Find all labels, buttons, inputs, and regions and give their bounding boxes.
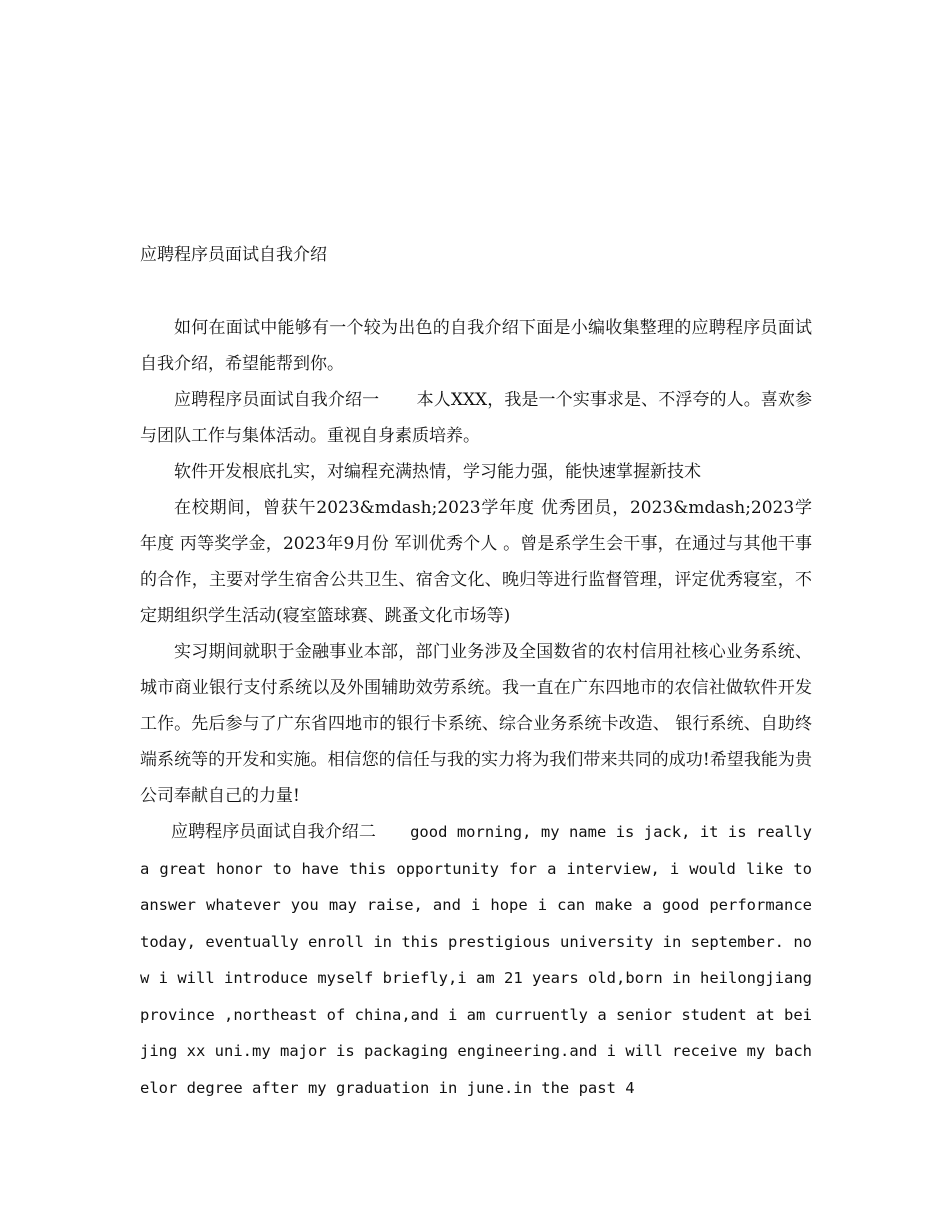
document-body <box>140 310 812 1106</box>
skills-paragraph: 软件开发根底扎实，对编程充满热情，学习能力强，能快速掌握新技术 <box>174 462 701 482</box>
section-two-paragraph <box>140 814 812 1106</box>
self-description-text: 本人XXX，我是一个实事求是、不浮夸的人。喜欢参与团队工作与集体活动。重视自身素质培养。 <box>140 390 813 446</box>
internship-paragraph: 实习期间就职于金融事业本部，部门业务涉及全国数省的农村信用社核心业务系统、城市商业银行支付系统以及外围辅助效劳系统。我一直在广东四地市的农信社做软件开发工作。先后参与了广东省四地市的银行卡系统、综合业务系统卡改造、 银行系统、自助终端系统等的开发和实施。相信您的信任与我的实力将为我们带来共同的成功!希望我能为贵公司奉献自己的力量! <box>140 642 812 806</box>
document-title: 应聘程序员面试自我介绍 <box>140 245 327 265</box>
section-one-opening-paragraph <box>140 382 812 454</box>
section-two-heading: 应聘程序员面试自我介绍二 <box>171 822 376 842</box>
intro-paragraph: 如何在面试中能够有一个较为出色的自我介绍下面是小编收集整理的应聘程序员面试自我介绍，希望能帮到你。 <box>140 318 812 374</box>
section-one-heading: 应聘程序员面试自我介绍一 <box>174 390 380 410</box>
school-awards-paragraph: 在校期间，曾获午2023&mdash;2023学年度 优秀团员，2023&mdash;2023学年度 丙等奖学金，2023年9月份 军训优秀个人 。曾是系学生会干事，在通过与其他干事的合作，主要对学生宿舍公共卫生、宿舍文化、晚归等进行监督管理，评定优秀寝室，不定期组织学生活动(寝室篮球赛、跳蚤文化市场等) <box>140 498 812 626</box>
english-introduction-text: good morning, my name is jack, it is really a great honor to have this opportunity for a interview, i would like to answer whatever you may raise, and i hope i can make a good performance today, eventually enroll in this prestigious university in september. now i will introduce myself briefly,i am 21 years old,born in heilongjiang province ,northeast of china,and i am curruently a senior student at beijing xx uni.my major is packaging engineering.and i will receive my bachelor degree after my graduation in june.in the past 4 <box>140 823 812 1097</box>
